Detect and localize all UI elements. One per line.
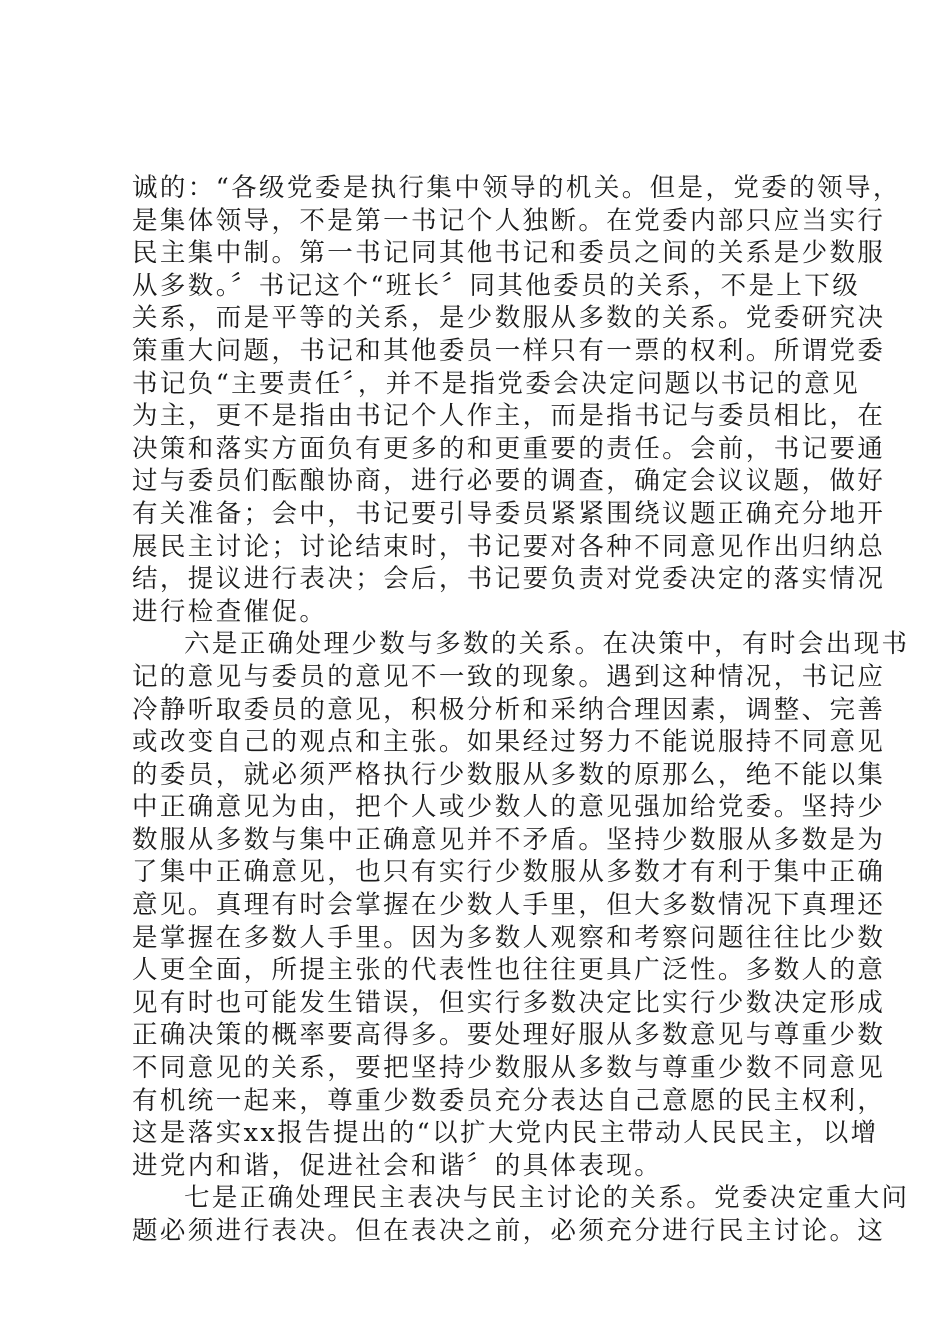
text-line: 结，提议进行表决；会后，书记要负责对党委决定的落实情况 [132,564,886,595]
text-line: 关系，而是平等的关系，是少数服从多数的关系。党委研究决 [132,303,886,334]
text-line: 记的意见与委员的意见不一致的现象。遇到这种情况，书记应 [132,661,886,692]
text-line: 书记负“主要责任〞，并不是指党委会决定问题以书记的意见 [132,368,861,399]
document-body [132,172,910,1248]
text-line: 进行检查催促。 [132,596,328,627]
text-line: 了集中正确意见，也只有实行少数服从多数才有利于集中正确 [132,857,886,888]
text-line: 诚的：“各级党委是执行集中领导的机关。但是，党委的领导， [132,173,901,203]
paragraph-start-line: 七是正确处理民主表决与民主讨论的关系。党委决定重大问 [184,1183,910,1214]
text-line: 不同意见的关系，要把坚持少数服从多数与尊重少数不同意见 [132,1053,886,1084]
text-line: 意见。真理有时会掌握在少数人手里，但大多数情况下真理还 [132,890,886,921]
text-line: 展民主讨论；讨论结束时，书记要对各种不同意见作出归纳总 [132,531,886,562]
text-line: 民主集中制。第一书记同其他书记和委员之间的关系是少数服 [132,238,886,269]
text-line: 中正确意见为由，把个人或少数人的意见强加给党委。坚持少 [132,792,886,823]
text-line: 策重大问题，书记和其他委员一样只有一票的权利。所谓党委 [132,335,886,366]
text-line: 数服从多数与集中正确意见并不矛盾。坚持少数服从多数是为 [132,824,886,855]
text-line: 从多数。〞书记这个“班长〞同其他委员的关系，不是上下级 [132,270,861,301]
text-line: 决策和落实方面负有更多的和更重要的责任。会前，书记要通 [132,433,886,464]
text-line: 进党内和谐，促进社会和谐〞的具体表现。 [132,1150,663,1181]
text-line: 过与委员们酝酿协商，进行必要的调查，确定会议议题，做好 [132,466,886,497]
paragraph-start-line: 六是正确处理少数与多数的关系。在决策中，有时会出现书 [184,629,910,660]
text-line: 是掌握在多数人手里。因为多数人观察和考察问题往往比少数 [132,922,886,953]
text-line: 这是落实xx报告提出的“以扩大党内民主带动人民民主，以增 [132,1118,879,1149]
text-line: 题必须进行表决。但在表决之前，必须充分进行民主讨论。这 [132,1216,886,1246]
text-line: 或改变自己的观点和主张。如果经过努力不能说服持不同意见 [132,727,886,758]
text-line: 正确决策的概率要高得多。要处理好服从多数意见与尊重少数 [132,1020,886,1051]
text-line: 的委员，就必须严格执行少数服从多数的原那么，绝不能以集 [132,759,886,790]
text-line: 有关准备；会中，书记要引导委员紧紧围绕议题正确充分地开 [132,498,886,529]
text-line: 是集体领导，不是第一书记个人独断。在党委内部只应当实行 [132,205,886,236]
text-line: 为主，更不是指由书记个人作主，而是指书记与委员相比，在 [132,401,886,432]
text-line: 冷静听取委员的意见，积极分析和采纳合理因素，调整、完善 [132,694,886,725]
text-line: 人更全面，所提主张的代表性也往往更具广泛性。多数人的意 [132,955,886,986]
text-line: 有机统一起来，尊重少数委员充分表达自己意愿的民主权利， [132,1085,886,1116]
text-line: 见有时也可能发生错误，但实行多数决定比实行少数决定形成 [132,987,886,1018]
